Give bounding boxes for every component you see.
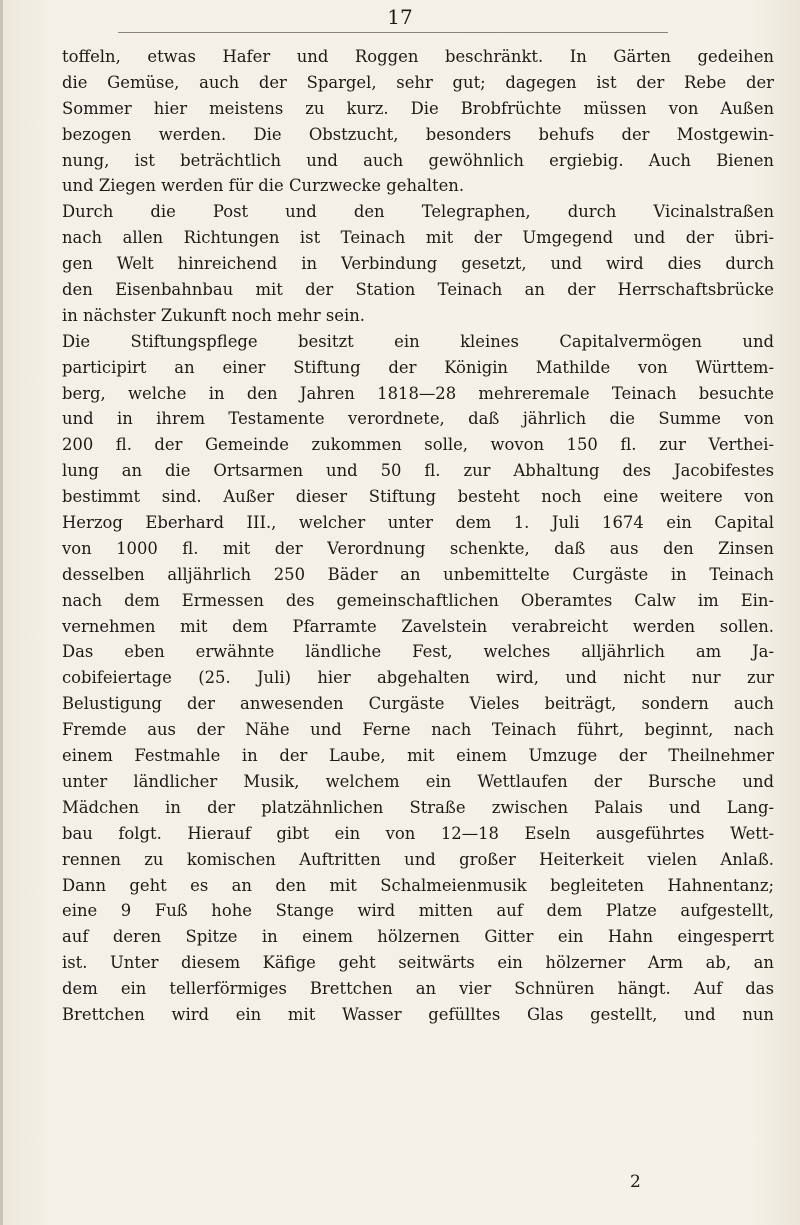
text-line: toffeln, etwas Hafer und Roggen beschränkt. In Gärten gedeihen — [62, 47, 774, 66]
text-line: und Ziegen werden für die Curzwecke gehalten. — [62, 176, 465, 196]
text-line: ist. Unter diesem Käfige geht seitwärts ein hölzerner Arm ab, an — [62, 953, 774, 973]
text-line: Mädchen in der platzähnlichen Straße zwischen Palais und Lang- — [62, 797, 774, 817]
signature-mark: 2 — [630, 1172, 641, 1192]
text-line: Die Stiftungspflege besitzt ein kleines Capitalvermögen und — [62, 331, 774, 351]
text-line: Brettchen wird ein mit Wasser gefülltes Glas gestellt, und nun — [62, 1004, 774, 1024]
text-line: von 1000 fl. mit der Verordnung schenkte, daß aus den Zinsen — [62, 538, 774, 558]
text-line: desselben alljährlich 250 Bäder an unbemittelte Curgäste in Teinach — [62, 564, 774, 584]
text-line: Fremde aus der Nähe und Ferne nach Teinach führt, beginnt, nach — [62, 720, 774, 740]
text-line: und in ihrem Testamente verordnete, daß jährlich die Summe von — [62, 409, 774, 429]
text-line: Sommer hier meistens zu kurz. Die Brobfrüchte müssen von Außen — [62, 98, 774, 118]
text-line: den Eisenbahnbau mit der Station Teinach an der Herrschaftsbrücke — [62, 280, 774, 300]
text-line: vernehmen mit dem Pfarramte Zavelstein verabreicht werden sollen. — [62, 616, 774, 636]
text-line: dem ein tellerförmiges Brettchen an vier Schnüren hängt. Auf das — [62, 979, 774, 999]
text-line: participirt an einer Stiftung der Königin Mathilde von Württem- — [62, 357, 774, 377]
text-line: unter ländlicher Musik, welchem ein Wettlaufen der Bursche und — [62, 771, 774, 791]
text-line: berg, welche in den Jahren 1818—28 mehreremale Teinach besuchte — [62, 383, 774, 403]
text-line: Herzog Eberhard III., welcher unter dem 1. Juli 1674 ein Capital — [62, 513, 774, 533]
text-line: einem Festmahle in der Laube, mit einem Umzuge der Theilnehmer — [62, 746, 774, 766]
header-rule — [118, 32, 668, 33]
text-line: bezogen werden. Die Obstzucht, besonders behufs der Mostgewin- — [62, 124, 774, 144]
text-line: in nächster Zukunft noch mehr sein. — [62, 305, 366, 325]
text-line: gen Welt hinreichend in Verbindung gesetzt, und wird dies durch — [62, 254, 774, 274]
text-line: rennen zu komischen Auftritten und großer Heiterkeit vielen Anlaß. — [62, 849, 774, 869]
text-line: cobifeiertage (25. Juli) hier abgehalten wird, und nicht nur zur — [62, 668, 774, 688]
text-line: auf deren Spitze in einem hölzernen Gitter ein Hahn eingesperrt — [62, 927, 774, 947]
text-line: eine 9 Fuß hohe Stange wird mitten auf dem Platze aufgestellt, — [62, 901, 774, 921]
page-number: 17 — [387, 5, 413, 29]
text-line: Das eben erwähnte ländliche Fest, welches alljährlich am Ja- — [62, 642, 774, 662]
text-line: Durch die Post und den Telegraphen, durch Vicinalstraßen — [62, 202, 774, 222]
text-line: die Gemüse, auch der Spargel, sehr gut; dagegen ist der Rebe der — [62, 72, 774, 92]
text-line: bestimmt sind. Außer dieser Stiftung besteht noch eine weitere von — [62, 487, 774, 507]
body-text — [62, 44, 774, 1028]
text-line: bau folgt. Hierauf gibt ein von 12—18 Eseln ausgeführtes Wett- — [62, 823, 774, 843]
text-line: nung, ist beträchtlich und auch gewöhnlich ergiebig. Auch Bienen — [62, 150, 774, 170]
text-line: Belustigung der anwesenden Curgäste Vieles beiträgt, sondern auch — [62, 694, 774, 714]
text-line: nach dem Ermessen des gemeinschaftlichen Oberamtes Calw im Ein- — [62, 590, 774, 610]
page-gutter-edge — [0, 0, 3, 1225]
text-line: 200 fl. der Gemeinde zukommen solle, wovon 150 fl. zur Verthei- — [62, 435, 774, 455]
text-line: lung an die Ortsarmen und 50 fl. zur Abhaltung des Jacobifestes — [62, 461, 774, 481]
text-line: nach allen Richtungen ist Teinach mit der Umgegend und der übri- — [62, 228, 774, 248]
text-line: Dann geht es an den mit Schalmeienmusik begleiteten Hahnentanz; — [62, 875, 774, 895]
